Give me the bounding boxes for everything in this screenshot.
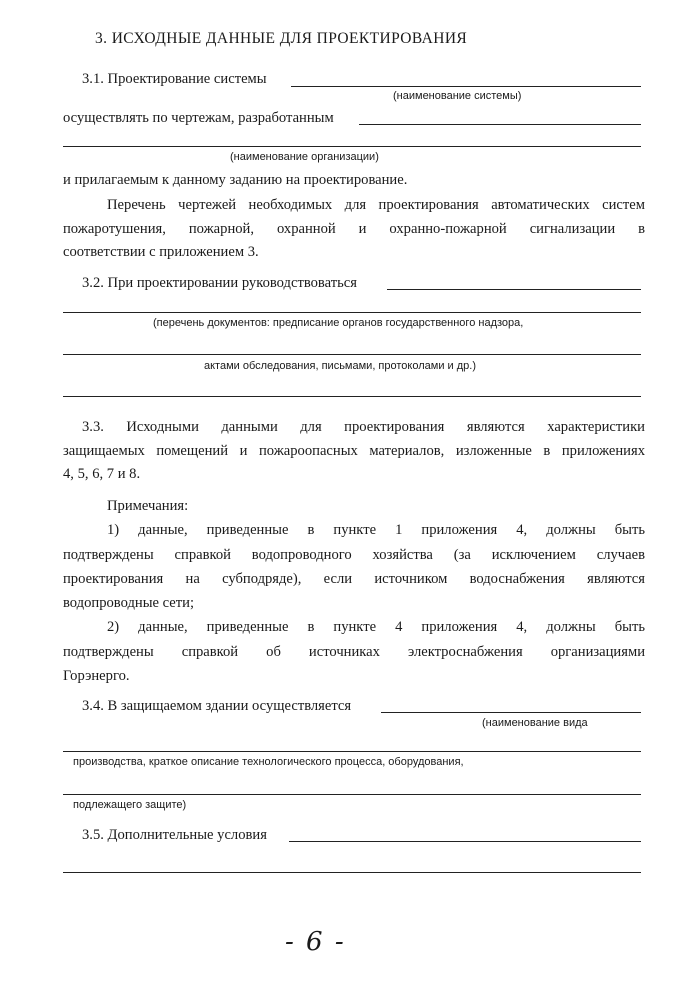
para-line-1: Перечень чертежей необходимых для проектирования автоматических систем — [107, 197, 645, 213]
item-3-4-label: 3.4. В защищаемом здании осуществляется — [82, 698, 352, 714]
hint-documents-1: (перечень документов: предписание органов государственного надзора, — [153, 317, 524, 329]
developer-line[interactable] — [359, 124, 641, 125]
para-line-3: соответствии с приложением 3. — [63, 244, 259, 260]
note1-line-4: водопроводные сети; — [63, 595, 195, 611]
hint-production-2: производства, краткое описание технологического процесса, оборудования, — [73, 756, 464, 768]
system-name-line[interactable] — [291, 86, 641, 87]
item-3-1-line2: осуществлять по чертежам, разработанным — [63, 110, 334, 126]
production-line-2[interactable] — [63, 751, 641, 752]
item-3-1-line4: и прилагаемым к данному заданию на проектирование. — [63, 172, 408, 188]
note1-line-2: подтверждены справкой водопроводного хозяйства (за исключением случаев — [63, 547, 645, 563]
item-3-5-label: 3.5. Дополнительные условия — [82, 827, 267, 843]
para-line-2: пожаротушения, пожарной, охранной и охранно-пожарной сигнализации в — [63, 221, 645, 237]
note2-line-3: Горэнерго. — [63, 668, 130, 684]
conditions-line-2[interactable] — [63, 872, 641, 873]
item-3-1-label: 3.1. Проектирование системы — [82, 71, 267, 87]
page-number: - 6 - — [285, 927, 346, 957]
note1-line-1: 1) данные, приведенные в пункте 1 приложения 4, должны быть — [107, 522, 645, 538]
guidance-line-4[interactable] — [63, 396, 641, 397]
guidance-line-1[interactable] — [387, 289, 641, 290]
hint-production-3: подлежащего защите) — [73, 799, 187, 811]
hint-system-name: (наименование системы) — [393, 90, 522, 102]
organization-line[interactable] — [63, 146, 641, 147]
section-title: 3. ИСХОДНЫЕ ДАННЫЕ ДЛЯ ПРОЕКТИРОВАНИЯ — [95, 30, 468, 47]
hint-organization: (наименование организации) — [230, 151, 379, 163]
guidance-line-2[interactable] — [63, 312, 641, 313]
note1-line-3: проектирования на субподряде), если источником водоснабжения являются — [63, 571, 645, 587]
item-3-3-line-2: защищаемых помещений и пожароопасных материалов, изложенные в приложениях — [63, 443, 645, 459]
production-line-3[interactable] — [63, 794, 641, 795]
conditions-line-1[interactable] — [289, 841, 641, 842]
item-3-3-line-3: 4, 5, 6, 7 и 8. — [63, 466, 141, 482]
note2-line-2: подтверждены справкой об источниках электроснабжения организациями — [63, 644, 645, 660]
item-3-3-line-1: 3.3. Исходными данными для проектирования являются характеристики — [82, 419, 645, 435]
notes-title: Примечания: — [107, 498, 189, 514]
guidance-line-3[interactable] — [63, 354, 641, 355]
hint-production-1: (наименование вида — [482, 717, 588, 729]
hint-documents-2: актами обследования, письмами, протоколами и др.) — [204, 360, 476, 372]
note2-line-1: 2) данные, приведенные в пункте 4 приложения 4, должны быть — [107, 619, 645, 635]
item-3-2-label: 3.2. При проектировании руководствоваться — [82, 275, 357, 291]
production-line-1[interactable] — [381, 712, 641, 713]
